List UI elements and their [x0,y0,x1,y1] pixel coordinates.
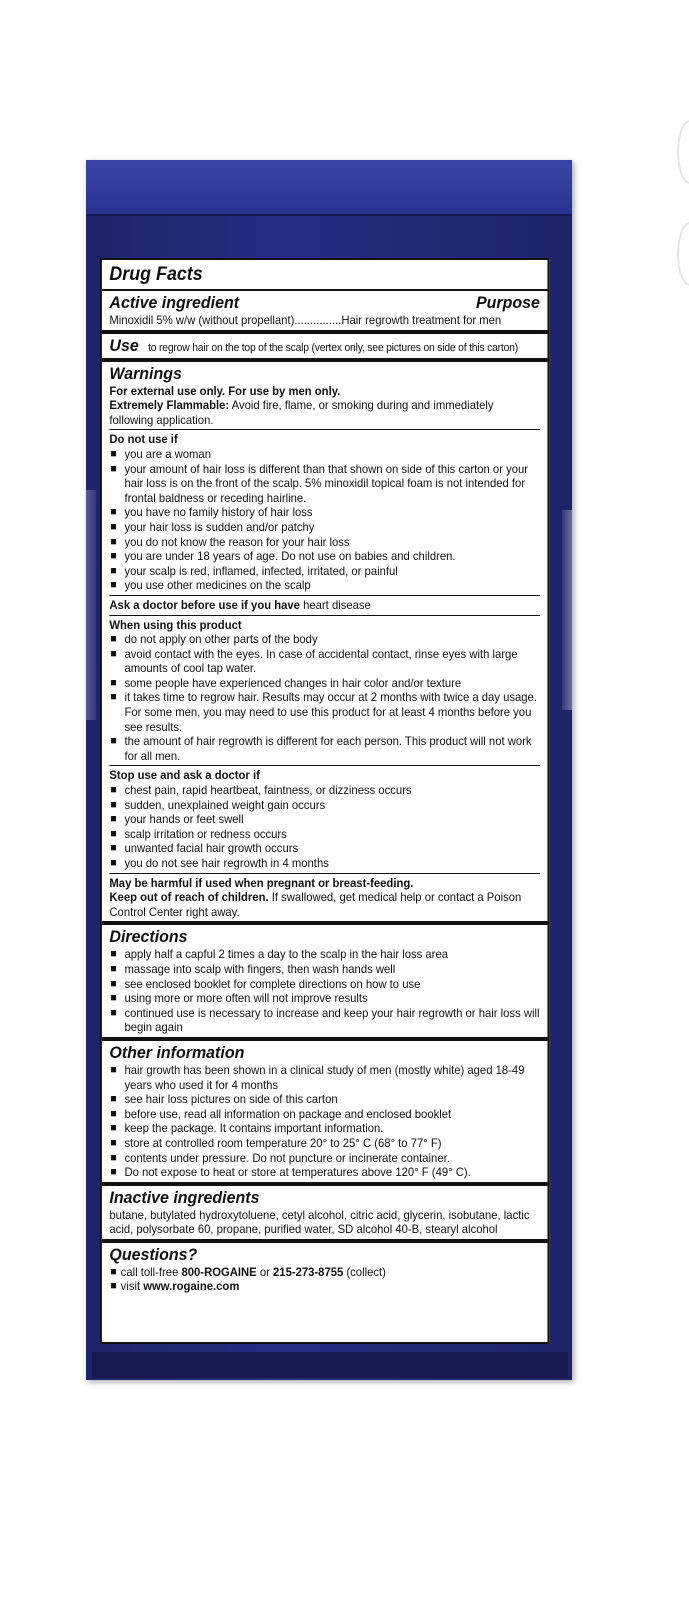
divider [109,595,540,596]
carton-top-flap [86,160,572,216]
ask-doctor-label: Ask a doctor before use if you have [109,597,300,612]
list-item: ■ avoid contact with the eyes. In case of accidental contact, rinse eyes with large amounts of cool tap water. [109,647,540,676]
divider [102,289,548,291]
flammable-label: Extremely Flammable: [109,398,230,413]
inactive-ingredients-heading: Inactive ingredients [109,1187,260,1207]
purpose-heading: Purpose [475,293,540,312]
do-not-use-list [109,447,540,593]
inactive-ingredients-text: butane, butylated hydroxytoluene, cetyl alcohol, citric acid, glycerin, isobutane, lactic acid, polysorbate 60, propane, purified water, SD alcohol 40-B, stearyl alcohol [109,1207,530,1237]
list-item: ■ it takes time to regrow hair. Results may occur at 2 months with twice a day usage. For some men, you may need to use this product for at least 4 months before you see results. [109,690,540,734]
directions-list [109,947,540,1035]
list-item: ■ unwanted facial hair growth occurs [109,841,540,856]
list-item: ■ the amount of hair regrowth is different for each person. This product will not work for all men. [109,734,540,763]
list-item: ■ you are under 18 years of age. Do not use on babies and children. [109,549,540,564]
divider [102,1239,548,1243]
list-item: ■ see enclosed booklet for complete directions on how to use [109,977,540,992]
list-item: ■ sudden, unexplained weight gain occurs [109,798,540,813]
background-edge-arc [677,222,689,286]
list-item: ■ you are a woman [109,447,540,462]
warnings-heading: Warnings [109,363,182,383]
list-item: ■ continued use is necessary to increase and keep your hair regrowth or hair loss will begin again [109,1006,540,1035]
carton-right-highlight [562,510,572,710]
active-ingredient-heading: Active ingredient [109,293,240,312]
call-suffix: (collect) [343,1264,386,1279]
list-item: ■ using more or more often will not improve results [109,991,540,1006]
active-ingredient-line: Minoxidil 5% w/w (without propellant)...............Hair regrowth treatment for men [109,313,502,327]
external-use-warning: For external use only. For use by men only. [109,383,341,398]
list-item: ■ you use other medicines on the scalp [109,578,540,593]
questions-heading: Questions? [109,1244,198,1264]
children-warning [109,890,540,919]
active-ingredient-header [109,293,540,313]
list-item: ■ contents under pressure. Do not puncture or incinerate container. [109,1151,540,1166]
divider [109,429,540,430]
list-item: ■ do not apply on other parts of the body [109,632,540,647]
background-edge-arc [677,120,689,184]
stop-use-heading: Stop use and ask a doctor if [109,768,260,783]
list-item: ■ keep the package. It contains important information. [109,1121,540,1136]
call-mid: or [256,1264,274,1279]
ask-doctor-line [109,598,540,613]
divider [102,1037,548,1041]
list-item: ■ hair growth has been shown in a clinical study of men (mostly white) aged 18-49 years who used it for 4 months [109,1063,540,1092]
divider [102,921,548,925]
children-text: If swallowed, get medical help or contact a Poison Control Center right away. [109,890,522,919]
list-item: ■ you have no family history of hair loss [109,505,540,520]
carton-bottom [92,1352,568,1378]
children-label: Keep out of reach of children. [109,890,269,905]
list-item: ■ your scalp is red, inflamed, infected, irritated, or painful [109,564,540,579]
use-heading: Use [109,335,139,355]
list-item: ■ massage into scalp with fingers, then wash hands well [109,962,540,977]
divider [102,1182,548,1186]
carton-left-highlight [86,490,96,720]
ask-doctor-text: heart disease [299,597,371,612]
phone-number-1: 800-ROGAINE [181,1264,257,1279]
phone-number-2: 215-273-8755 [273,1264,344,1279]
list-item: ■ your amount of hair loss is different than that shown on side of this carton or your hair loss is on the front of the scalp. 5% minoxidil topical foam is not intended for frontal baldness or receding hairline. [109,462,540,506]
visit-prefix: visit [120,1279,144,1294]
divider [102,358,548,362]
flammable-text: Avoid fire, flame, or smoking during and immediately following application. [109,398,494,427]
list-item: ■ you do not know the reason for your hair loss [109,535,540,550]
divider [109,615,540,616]
do-not-use-heading: Do not use if [109,432,178,447]
directions-heading: Directions [109,927,188,947]
list-item: ■ see hair loss pictures on side of this carton [109,1092,540,1107]
divider [109,765,540,766]
divider [102,330,548,334]
drug-facts-title: Drug Facts [109,264,203,285]
visit-line [109,1279,540,1294]
list-item: ■ before use, read all information on package and enclosed booklet [109,1107,540,1122]
list-item: ■ some people have experienced changes in hair color and/or texture [109,676,540,691]
list-item: ■ your hair loss is sudden and/or patchy [109,520,540,535]
list-item: ■ you do not see hair regrowth in 4 months [109,856,540,871]
call-prefix: call toll-free [120,1264,182,1279]
when-using-heading: When using this product [109,617,242,632]
use-row [109,336,540,356]
list-item: ■ scalp irritation or redness occurs [109,827,540,842]
when-using-list [109,632,540,763]
use-text: to regrow hair on the top of the scalp (vertex only, see pictures on side of this carton) [148,341,519,354]
other-information-heading: Other information [109,1042,245,1062]
questions-list [109,1265,540,1294]
list-item: ■ store at controlled room temperature 20° to 25° C (68° to 77° F) [109,1136,540,1151]
list-item: ■ Do not expose to heat or store at temperatures above 120° F (49° C). [109,1165,540,1180]
list-item: ■ your hands or feet swell [109,812,540,827]
stop-use-list [109,783,540,871]
pregnancy-warning: May be harmful if used when pregnant or breast-feeding. [109,875,414,890]
divider [109,873,540,874]
other-information-list [109,1063,540,1180]
flammable-warning [109,398,540,427]
website: www.rogaine.com [143,1279,240,1294]
call-line [109,1265,540,1280]
list-item: ■ chest pain, rapid heartbeat, faintness, or dizziness occurs [109,783,540,798]
list-item: ■ apply half a capful 2 times a day to the scalp in the hair loss area [109,947,540,962]
drug-facts-panel [100,258,549,1344]
